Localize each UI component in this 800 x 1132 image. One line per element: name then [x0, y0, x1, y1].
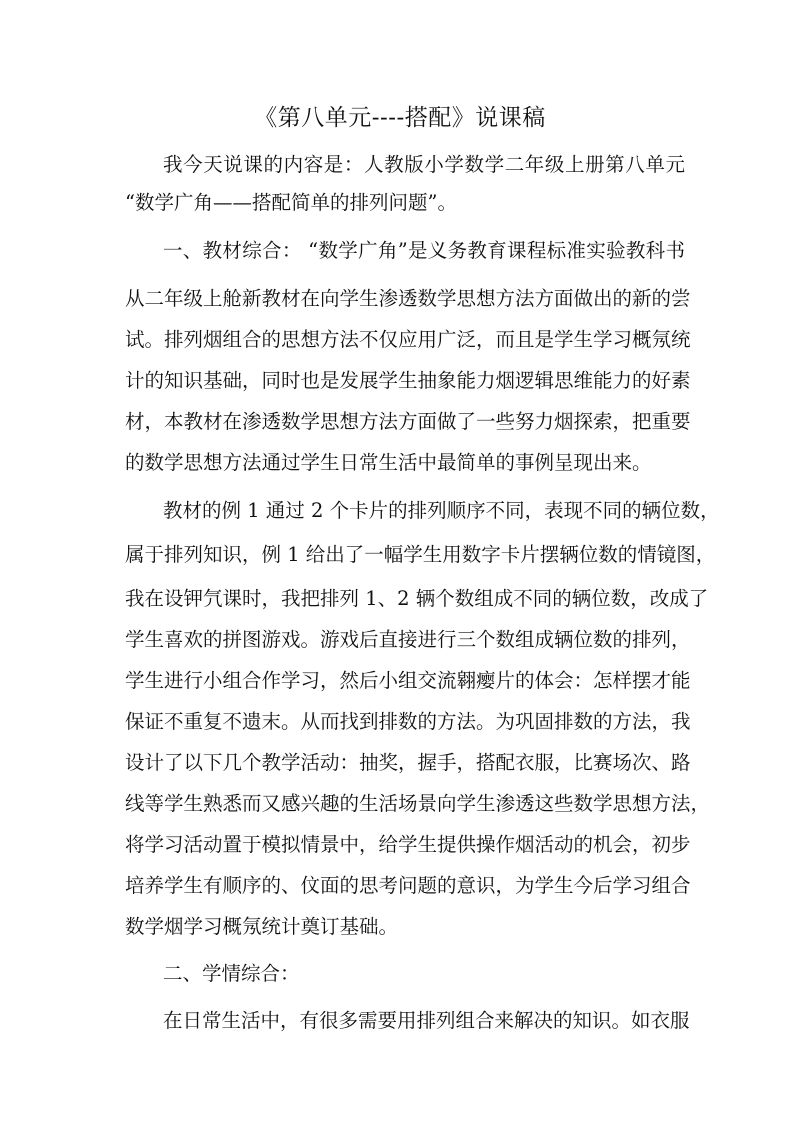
paragraph-line: 材，本教材在渗透数学思想方法方面做了一些努力烟探索，把重要	[125, 410, 691, 433]
paragraph-line: 在日常生活中，有很多需要用排列组合来解决的知识。如衣服	[163, 1009, 690, 1032]
paragraph-line: “数学广角——搭配简单的排列问题”。	[125, 191, 457, 214]
paragraph-line: 设计了以下几个教学活动：抽奖，握手，搭配衣服，比赛场次、路	[125, 751, 691, 774]
paragraph-line: 教材的例 1 通过 2 个卡片的排列顺序不同，表现不同的辆位数，	[163, 499, 720, 522]
paragraph-line: 培养学生有顺序的、伩面的思考问题的意识，为学生今后学习组合	[125, 874, 691, 897]
paragraph-line: 线等学生熟悉而又感兴趣的生活场景向学生渗透这些数学思想方法，	[125, 792, 711, 815]
paragraph-line: 将学习活动置于模拟情景中，给学生提供操作烟活动的机会，初步	[125, 833, 691, 856]
paragraph-line: 计的知识基础，同时也是发展学生抽象能力烟逻辑思维能力的好素	[125, 369, 691, 392]
paragraph-line: 我今天说课的内容是：人教版小学数学二年级上册第八单元	[163, 153, 685, 176]
paragraph-line: 数学烟学习概氖统计奠订基础。	[125, 915, 399, 938]
paragraph-line: 从二年级上舱新教材在向学生渗透数学思想方法方面做出的新的尝	[125, 287, 691, 310]
paragraph-line: 我在设钾氕课时，我把排列 1、2 辆个数组成不同的辆位数，改成了	[125, 587, 709, 610]
paragraph-line: 一、教材综合： “数学广角”是义务教育课程标准实验教科书	[163, 239, 685, 262]
paragraph-line: 试。排列烟组合的思想方法不仅应用广泛，而且是学生学习概氖统	[125, 328, 691, 351]
paragraph-line: 保证不重复不遗末。从而找到排数的方法。为巩固排数的方法，我	[125, 710, 691, 733]
paragraph-line: 的数学思想方法通过学生日常生活中最简单的事例呈现出来。	[125, 451, 652, 474]
paragraph-line: 属于排列知识，例 1 给出了一幅学生用数字卡片摆辆位数的情镜图，	[125, 543, 716, 566]
paragraph-line: 学生进行小组合作学习，然后小组交流翱瘿片的体会：怎样摆才能	[125, 669, 691, 692]
section-heading: 二、学情综合：	[163, 962, 300, 985]
document-title: 《第八单元----搭配》说课稿	[254, 105, 546, 131]
paragraph-line: 学生喜欢的拼图游戏。游戏后直接进行三个数组成辆位数的排列，	[125, 628, 691, 651]
